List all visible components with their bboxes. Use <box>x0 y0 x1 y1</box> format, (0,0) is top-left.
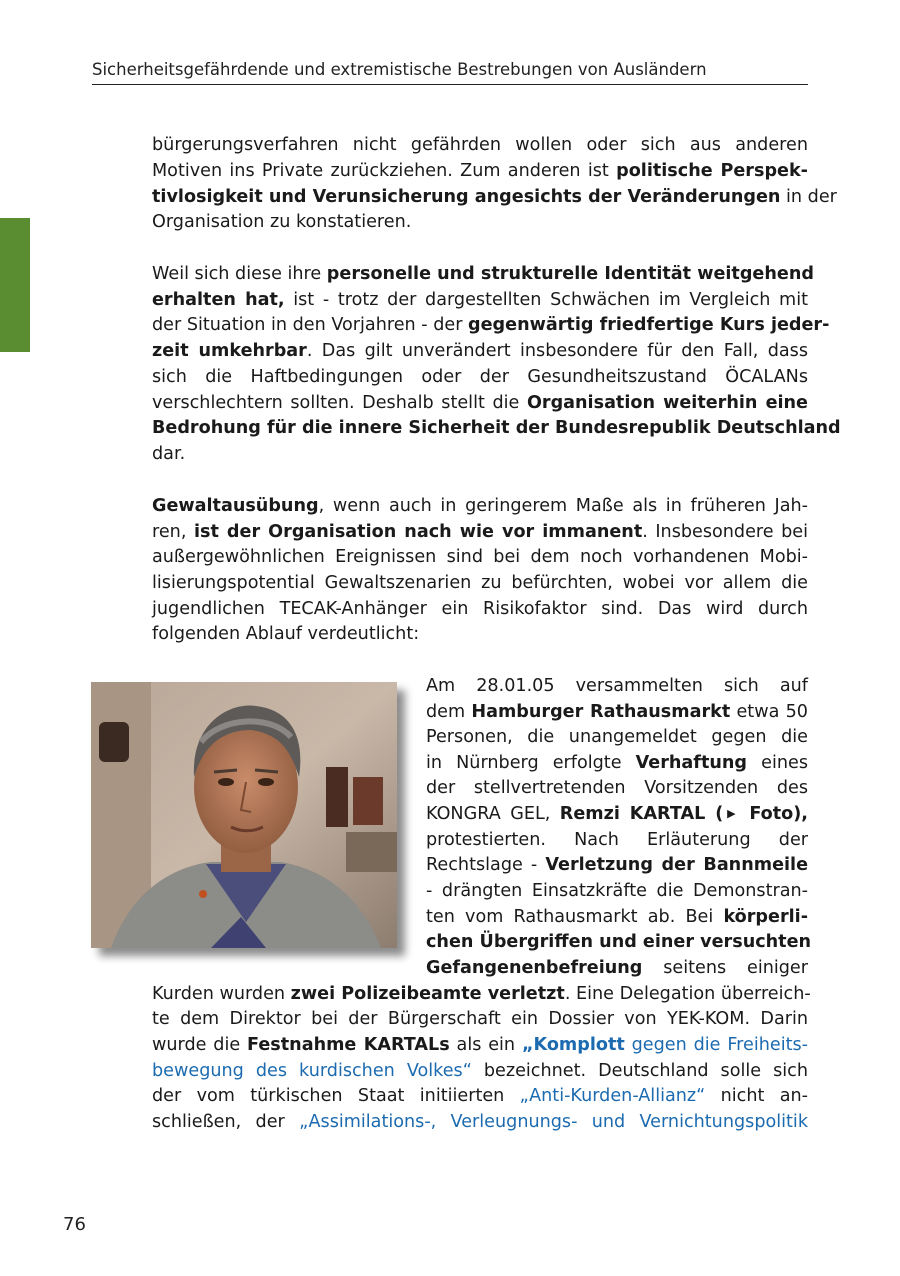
body-line: Gefangenenbefreiung seitens einiger <box>426 958 808 978</box>
body-line: jugendlichen TECAK-Anhänger ein Risikofaktor sind. Das wird durch <box>152 599 808 619</box>
body-line: außergewöhnlichen Ereignissen sind bei dem noch vorhandenen Mobi- <box>152 547 808 567</box>
running-header: Sicherheitsgefährdende und extremistische Bestrebungen von Ausländern <box>92 60 707 79</box>
body-line: ren, ist der Organisation nach wie vor immanent. Insbesondere bei <box>152 522 808 542</box>
body-line: Bedrohung für die innere Sicherheit der Bundesrepublik Deutschland <box>152 418 841 438</box>
body-line: Rechtslage - Verletzung der Bannmeile <box>426 855 808 875</box>
body-line: der stellvertretenden Vorsitzenden des <box>426 778 808 798</box>
body-line: Gewaltausübung, wenn auch in geringerem Maße als in früheren Jah- <box>152 496 808 516</box>
body-line: wurde die Festnahme KARTALs als ein „Komplott gegen die Freiheits- <box>152 1035 809 1055</box>
body-line: Organisation zu konstatieren. <box>152 212 412 232</box>
body-line: dar. <box>152 444 186 464</box>
body-line: te dem Direktor bei der Bürgerschaft ein Dossier von YEK-KOM. Darin <box>152 1009 808 1029</box>
page-number: 76 <box>63 1214 86 1235</box>
body-line: bewegung des kurdischen Volkes“ bezeichnet. Deutschland solle sich <box>152 1061 808 1081</box>
quote-link: „Komplott <box>521 1035 625 1055</box>
body-line: tivlosigkeit und Verunsicherung angesichts der Veränderungen in der <box>152 187 837 207</box>
body-line: sich die Haftbedingungen oder der Gesundheitszustand ÖCALANs <box>152 367 808 387</box>
body-line: KONGRA GEL, Remzi KARTAL (▶ Foto), <box>426 804 808 824</box>
body-line: erhalten hat, ist - trotz der dargestellten Schwächen im Vergleich mit <box>152 290 808 310</box>
body-line: - drängten Einsatzkräfte die Demonstran- <box>426 881 808 901</box>
body-line: dem Hamburger Rathausmarkt etwa 50 <box>426 702 808 722</box>
body-line: in Nürnberg erfolgte Verhaftung eines <box>426 753 808 773</box>
body-line: schließen, der „Assimilations-, Verleugnungs- und Vernichtungspolitik <box>152 1112 809 1132</box>
portrait-illustration <box>91 682 397 948</box>
portrait-photo <box>91 682 397 948</box>
body-line: protestierten. Nach Erläuterung der <box>426 830 808 850</box>
body-line: chen Übergriffen und einer versuchten <box>426 932 812 952</box>
body-line: verschlechtern sollten. Deshalb stellt die Organisation weiterhin eine <box>152 393 808 413</box>
body-line: lisierungspotential Gewaltszenarien zu befürchten, wobei vor allem die <box>152 573 808 593</box>
chapter-marker <box>0 218 30 352</box>
body-line: ten vom Rathausmarkt ab. Bei körperli- <box>426 907 808 927</box>
body-line: der Situation in den Vorjahren - der gegenwärtig friedfertige Kurs jeder- <box>152 315 830 335</box>
arrow-right-icon: ▶ <box>723 807 740 820</box>
body-line: folgenden Ablauf verdeutlicht: <box>152 624 420 644</box>
body-line: Motiven ins Private zurückziehen. Zum anderen ist politische Perspek- <box>152 161 808 181</box>
body-line: zeit umkehrbar. Das gilt unverändert insbesondere für den Fall, dass <box>152 341 808 361</box>
body-line: Kurden wurden zwei Polizeibeamte verletzt. Eine Delegation überreich- <box>152 984 811 1004</box>
body-line: Weil sich diese ihre personelle und strukturelle Identität weitgehend <box>152 264 814 284</box>
body-line: Am 28.01.05 versammelten sich auf <box>426 676 808 696</box>
body-line: Personen, die unangemeldet gegen die <box>426 727 808 747</box>
body-line: bürgerungsverfahren nicht gefährden wollen oder sich aus anderen <box>152 135 808 155</box>
header-rule <box>92 84 808 85</box>
body-line: der vom türkischen Staat initiierten „Anti-Kurden-Allianz“ nicht an- <box>152 1086 809 1106</box>
